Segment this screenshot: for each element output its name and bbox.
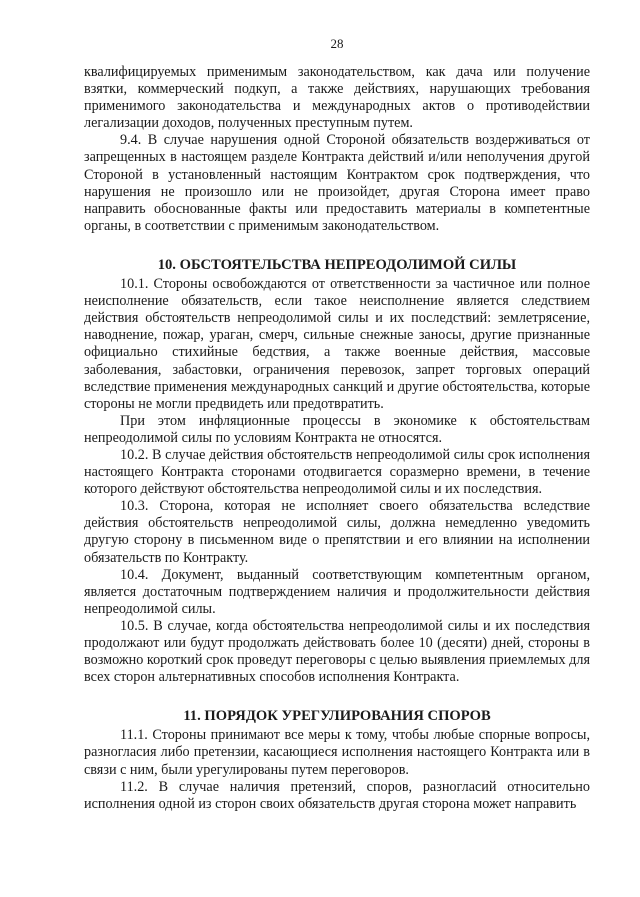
section-10-heading: 10. ОБСТОЯТЕЛЬСТВА НЕПРЕОДОЛИМОЙ СИЛЫ [157,256,517,273]
paragraph-11-2: 11.2. В случае наличия претензий, споров, разногласий относительно исполнения одной из сторон своих обязательств другая сторона может направить [84,778,590,812]
paragraph-10-2: 10.2. В случае действия обстоятельств непреодолимой силы срок исполнения настоящего Контракта сторонами отодвигается соразмерно времени, в течение которого действуют обстоятельства непреодолимой силы и их последствия. [84,446,590,498]
paragraph-10-4: 10.4. Документ, выданный соответствующим компетентным органом, является достаточным подтверждением наличия и продолжительности действия непреодолимой силы. [84,566,590,617]
paragraph-10-3: 10.3. Сторона, которая не исполняет своего обязательства вследствие действия обстоятельств непреодолимой силы, должна немедленно уведомить другую сторону в письменном виде о препятствии и его влиянии на исполнении обязательств по Контракту. [84,498,590,566]
paragraph-11-1: 11.1. Стороны принимают все меры к тому, чтобы любые спорные вопросы, разногласия либо претензии, касающиеся исполнения настоящего Контракта или в связи с ним, были урегулированы путем переговоров. [84,727,590,778]
section-11-heading: 11. ПОРЯДОК УРЕГУЛИРОВАНИЯ СПОРОВ [183,708,491,725]
paragraph-9-4: 9.4. В случае нарушения одной Стороной обязательств воздерживаться от запрещенных в настоящем разделе Контракта действий и/или неполучения другой Стороной в установленный настоящим Контрактом срок подтверждения, что нарушения не произошло или не произойдет, другая Сторона имеет право направить обоснованные факты или предоставить материалы в компетентные органы, в соответствии с применимым законодательством. [84,132,590,234]
document-body [84,64,590,813]
paragraph-10-1: 10.1. Стороны освобождаются от ответственности за частичное или полное неисполнение обязательств, если такое неисполнение является следствием действия обстоятельств непреодолимой силы и их последствий: землетрясение, наводнение, пожар, ураган, смерч, сильные снежные заносы, другие признанные официально стихийные бедствия, а также военные действия, массовые заболевания, забастовки, ограничения перевозок, запрет торговых операций вследствие применения международных санкций и другие обстоятельства, которые стороны не могли предвидеть или предотвратить. [84,276,590,412]
paragraph-continued: квалифицируемых применимым законодательством, как дача или получение взятки, коммерческий подкуп, а также действиях, нарушающих требования применимого законодательства и международных актов о противодействии легализации доходов, полученных преступным путем. [84,64,590,132]
paragraph-10-1-note: При этом инфляционные процессы в экономике к обстоятельствам непреодолимой силы по условиям Контракта не относятся. [84,412,590,446]
paragraph-10-5: 10.5. В случае, когда обстоятельства непреодолимой силы и их последствия продолжают или будут продолжать действовать более 10 (десяти) дней, стороны в возможно короткий срок проведут переговоры с целью выявления приемлемых для всех сторон альтернативных способов исполнения Контракта. [84,617,590,686]
page-number: 28 [330,36,344,51]
